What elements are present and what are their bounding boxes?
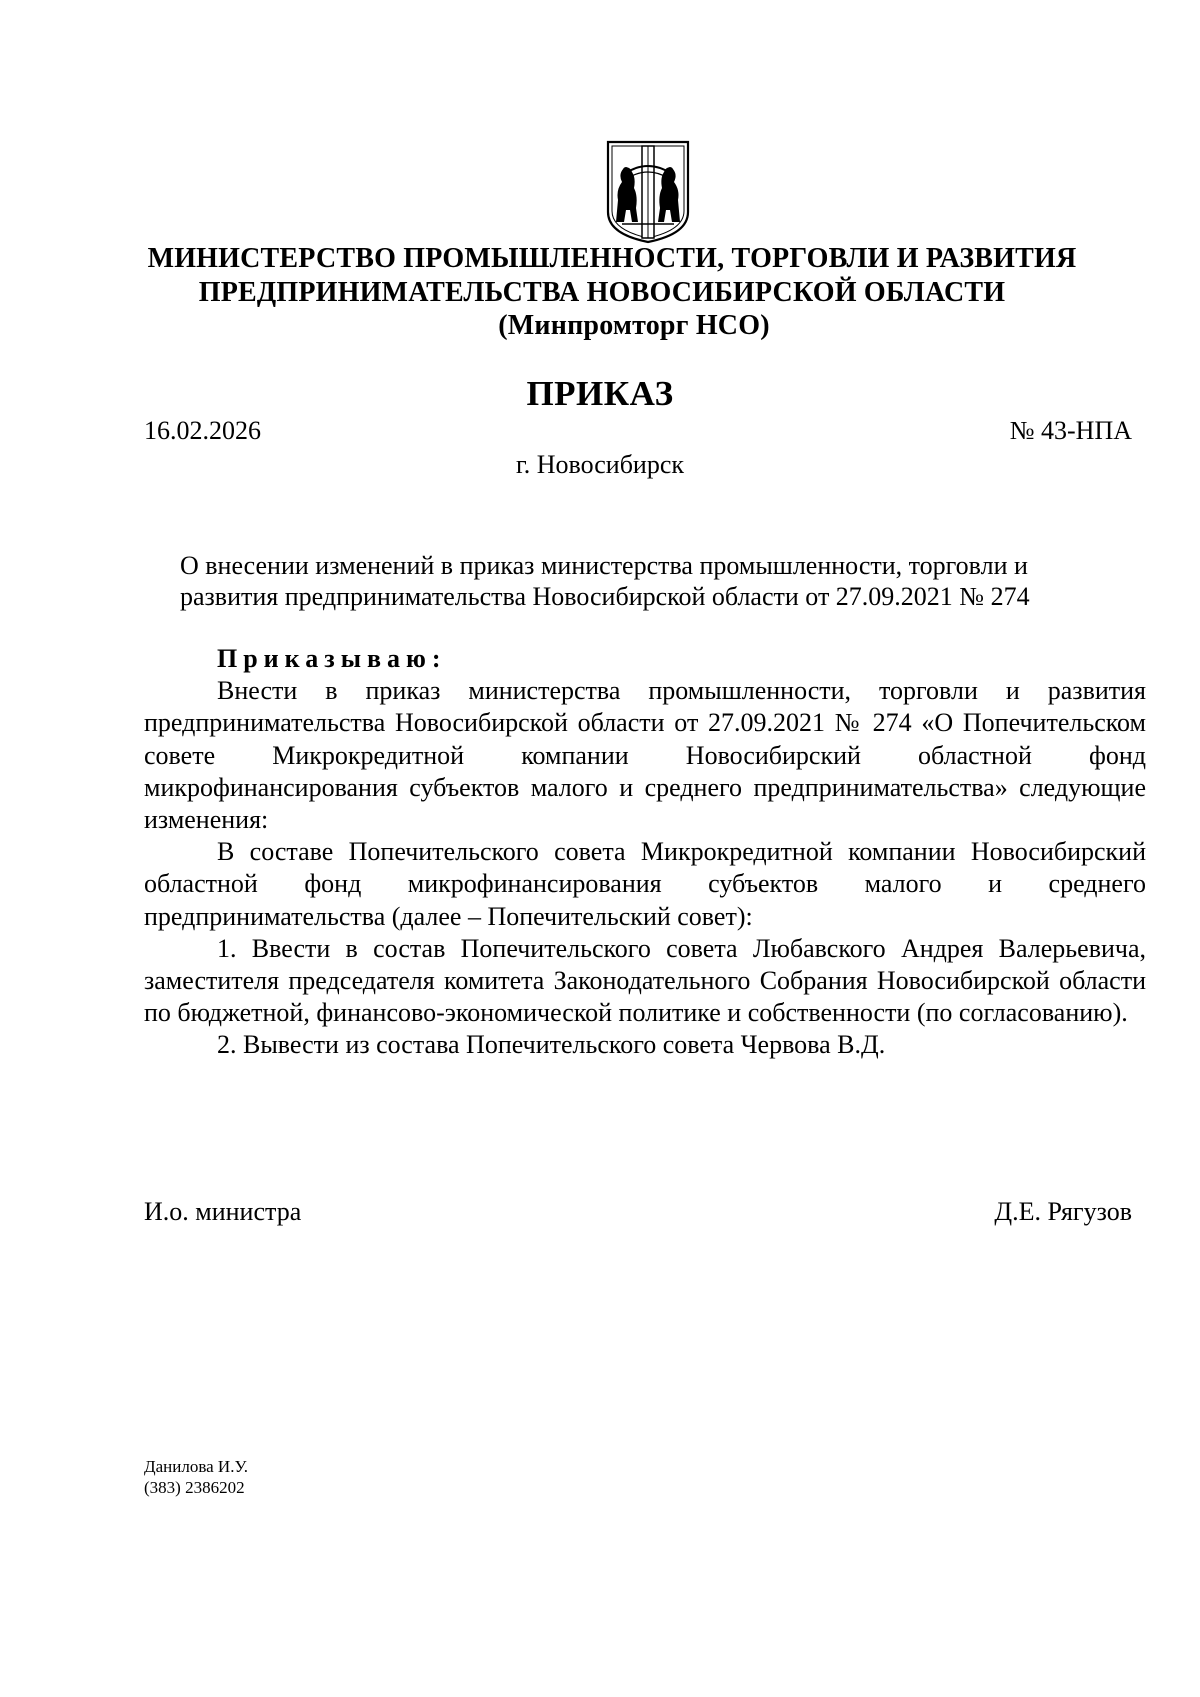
document-title: ПРИКАЗ	[526, 374, 674, 413]
order-word: Приказываю:	[217, 644, 447, 673]
body-item-2: 2. Вывести из состава Попечительского совета Червова В.Д.	[217, 1030, 886, 1060]
body-paragraph-2: В составе Попечительского совета Микрокредитной компании Новосибирский областной фонд микрофинансирования субъектов малого и среднего предпринимательства (далее – Попечительский совет):	[144, 837, 1146, 931]
signatory-position: И.о. министра	[144, 1197, 302, 1226]
body-paragraph-1: Внести в приказ министерства промышленности, торговли и развития предпринимательства Новосибирской области от 27.09.2021 № 274 «О Попечительском совете Микрокредитной компании Новосибирский областной фонд микрофинансирования субъектов малого и среднего предпринимательства» следующие изменения:	[144, 676, 1146, 835]
subject-line-2: развития предпринимательства Новосибирской области от 27.09.2021 № 274	[180, 582, 1030, 611]
coat-of-arms-icon	[604, 138, 692, 246]
document-subject	[180, 550, 1140, 612]
executor-name: Данилова И.У.	[144, 1457, 248, 1476]
ministry-name-line-1: МИНИСТЕРСТВО ПРОМЫШЛЕННОСТИ, ТОРГОВЛИ И РАЗВИТИЯ	[147, 243, 1077, 274]
document-number: № 43-НПА	[1009, 416, 1132, 445]
document-body	[144, 643, 1146, 1062]
executor-phone: (383) 2386202	[144, 1478, 245, 1497]
ministry-name-line-2: ПРЕДПРИНИМАТЕЛЬСТВА НОВОСИБИРСКОЙ ОБЛАСТИ	[198, 277, 1006, 308]
executor-block	[144, 1456, 248, 1498]
body-item-1: 1. Ввести в состав Попечительского совета Любавского Андрея Валерьевича, заместителя председателя комитета Законодательного Собрания Новосибирской области по бюджетной, финансово-экономической политике и собственности (по согласованию).	[144, 933, 1146, 1028]
subject-line-1: О внесении изменений в приказ министерства промышленности, торговли и	[180, 551, 1028, 580]
ministry-short-name: (Минпромторг НСО)	[498, 310, 770, 341]
signatory-name: Д.Е. Рягузов	[994, 1197, 1132, 1226]
document-date: 16.02.2026	[144, 416, 261, 445]
document-city: г. Новосибирск	[515, 450, 685, 479]
order-word-paragraph	[144, 643, 1146, 675]
